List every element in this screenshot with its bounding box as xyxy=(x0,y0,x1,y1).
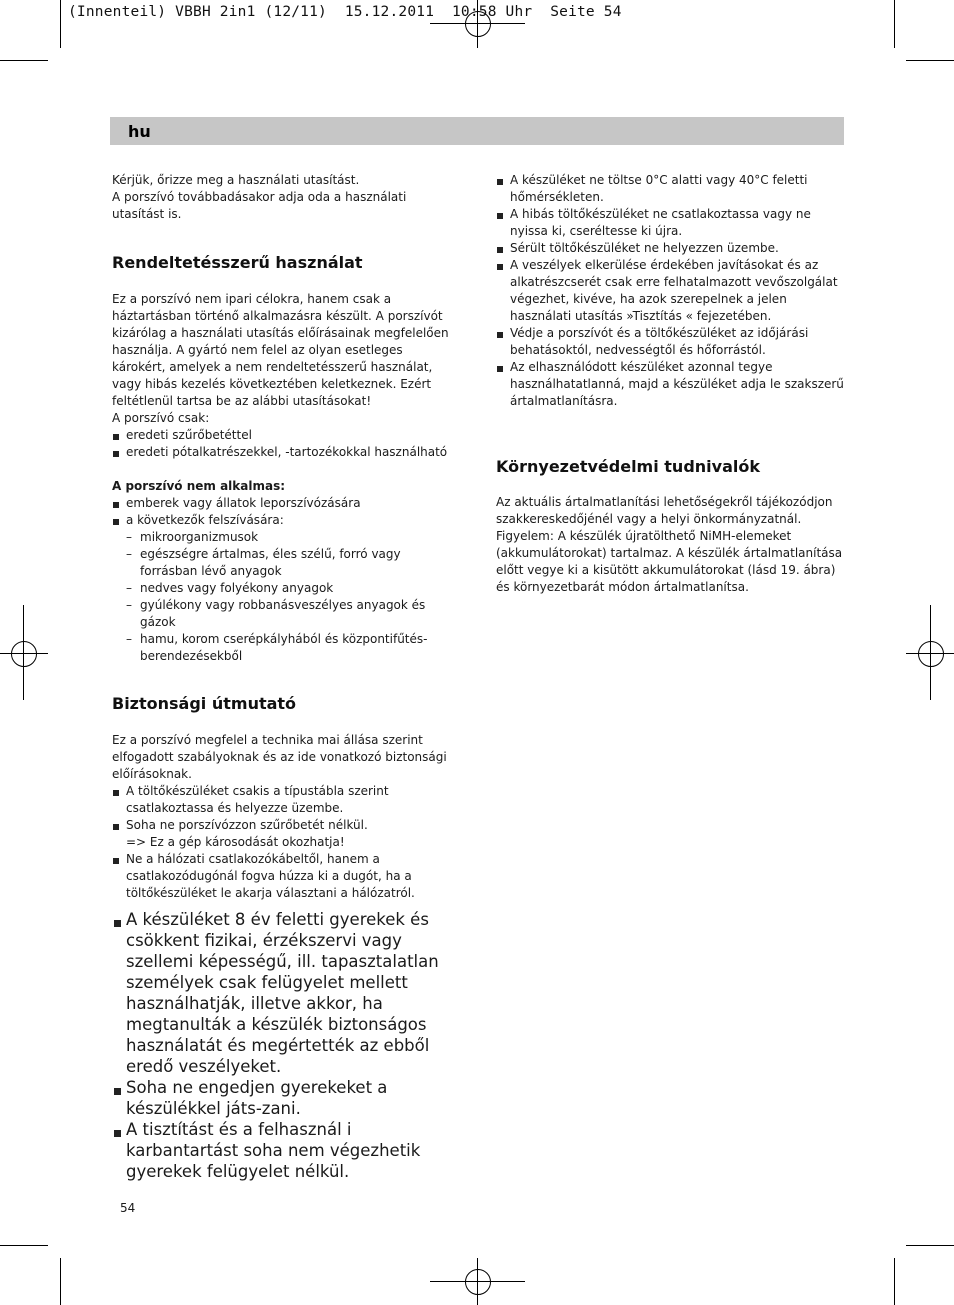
registration-circle xyxy=(465,1269,491,1295)
crop-mark xyxy=(906,1245,954,1246)
language-code: hu xyxy=(128,122,151,141)
crop-mark xyxy=(906,60,954,61)
list-item: Soha ne porszívózzon szűrőbetét nélkül. xyxy=(112,817,457,834)
list-item: Az elhasználódott készüléket azonnal tegye használhatatlanná, majd a készüléket adja le szakszerű ártalmatlanításra. xyxy=(496,359,846,410)
large-list-item: Soha ne engedjen gyerekeket a készülékkel játs-zani. xyxy=(112,1077,457,1119)
large-list-item: A készüléket 8 év feletti gyerekek és csökkent fizikai, érzékszervi vagy szellemi képességű, ill. tapasztalatlan személyek csak felügyelet mellett használhatják, illetve akkor, ha megtanulták a készülék biztonságos használatát és megértették az ebből eredő veszélyeket. xyxy=(112,909,457,1077)
list-item: A veszélyek elkerülése érdekében javításokat és az alkatrészcserét csak erre felhatalmazott vevőszolgálat végezhet, kivéve, ha azok szerepelnek a jelen használati utasítás »Tisztítás « fejezetében. xyxy=(496,257,846,325)
only-with-label: A porszívó csak: xyxy=(112,411,210,425)
print-header: (Innenteil) VBBH 2in1 (12/11) 15.12.2011 10:58 Uhr Seite 54 xyxy=(68,4,622,20)
list-item: A hibás töltőkészüléket ne csatlakoztassa vagy ne nyissa ki, cseréltesse ki újra. xyxy=(496,206,846,240)
section-title-environment: Környezetvédelmi tudnivalók xyxy=(496,457,760,476)
material-item: – mikroorganizmusok xyxy=(112,529,457,546)
list-item: Védje a porszívót és a töltőkészüléket az időjárási behatásoktól, nedvességtől és hőforrástól. xyxy=(496,325,846,359)
material-item: – hamu, korom cserépkályhából és központifűtés-berendezésekből xyxy=(112,631,457,665)
list-item: Ne a hálózati csatlakozókábeltől, hanem a csatlakozódugónál fogva húzza ki a dugót, ha a töltőkészüléket le akarja választani a hálózatról. xyxy=(112,851,457,902)
list-item: a következők felszívására: xyxy=(112,512,457,529)
environment-paragraph: Az aktuális ártalmatlanítási lehetőségekről tájékozódjon szakkereskedőjénél vagy a helyi önkormányzatnál. Figyelem: A készülék újratölthető NiMH-elemeket (akkumulátorokat) tartalmaz. A készülék ártalmatlanítása előtt vegye ki a kisütött akkumulátorokat (lásd 19. ábra) és környezetbarát módon ártalmatlanítsa. xyxy=(496,495,843,594)
material-item: – egészségre ártalmas, éles szélű, forró vagy forrásban lévő anyagok xyxy=(112,546,457,580)
crop-mark xyxy=(894,1258,895,1305)
not-for-label: A porszívó nem alkalmas: xyxy=(112,479,286,493)
safety-paragraph: Ez a porszívó megfelel a technika mai állása szerint elfogadott szabályoknak és az ide vonatkozó biztonsági előírásoknak. xyxy=(112,733,447,781)
left-column xyxy=(112,172,457,1182)
large-list-item: A tisztítást és a felhasznál i karbantartást soha nem végezhetik gyerekek felügyelet nélkül. xyxy=(112,1119,457,1182)
crop-mark xyxy=(0,1245,48,1246)
intended-use-paragraph: Ez a porszívó nem ipari célokra, hanem csak a háztartásban történő alkalmazásra készült. A porszívót kizárólag a használati utasítás előírásainak megfelelően használja. A gyártó nem felel az olyan esetleges károkért, amelyek a nem rendeltetésszerű használat, vagy hibás kezelés következtében keletkeznek. Ezért feltétlenül tartsa be az alábbi utasításokat! xyxy=(112,292,449,408)
list-item: eredeti szűrőbetéttel xyxy=(112,427,457,444)
crop-mark xyxy=(60,1258,61,1305)
intro-line: A porszívó továbbadásakor adja oda a használati utasítást is. xyxy=(112,190,407,221)
list-item: emberek vagy állatok leporszívózására xyxy=(112,495,457,512)
right-column xyxy=(496,172,846,596)
list-item: eredeti pótalkatrészekkel, -tartozékokkal használható xyxy=(112,444,457,461)
intro-line: Kérjük, őrizze meg a használati utasítást. xyxy=(112,173,360,187)
language-bar xyxy=(110,117,844,145)
crop-mark xyxy=(894,0,895,48)
list-item: A készüléket ne töltse 0°C alatti vagy 40°C feletti hőmérsékleten. xyxy=(496,172,846,206)
section-title-safety: Biztonsági útmutató xyxy=(112,694,297,713)
warning-note: => Ez a gép károsodását okozhatja! xyxy=(126,835,345,849)
registration-circle xyxy=(918,641,944,667)
material-item: – nedves vagy folyékony anyagok xyxy=(112,580,457,597)
registration-circle xyxy=(11,641,37,667)
material-item: – gyúlékony vagy robbanásveszélyes anyagok és gázok xyxy=(112,597,457,631)
page-number: 54 xyxy=(120,1201,136,1215)
section-title-intended-use: Rendeltetésszerű használat xyxy=(112,253,363,272)
list-item: Sérült töltőkészüléket ne helyezzen üzembe. xyxy=(496,240,846,257)
crop-mark xyxy=(0,60,48,61)
crop-mark xyxy=(60,0,61,48)
list-item: A töltőkészüléket csakis a típustábla szerint csatlakoztassa és helyezze üzembe. xyxy=(112,783,457,817)
